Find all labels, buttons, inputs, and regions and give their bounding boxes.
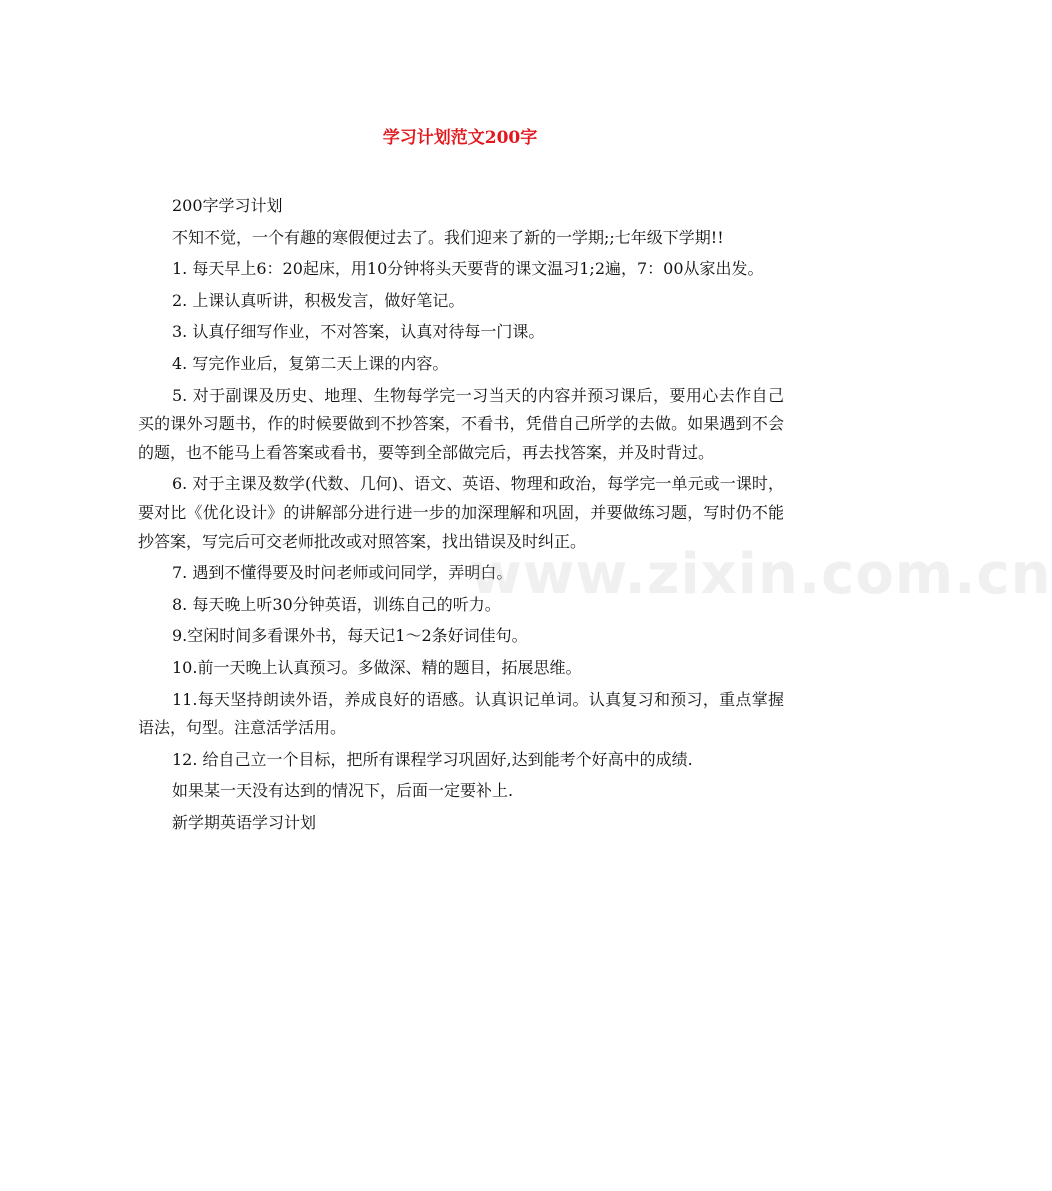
paragraph-item-6: 6. 对于主课及数学(代数、几何)、语文、英语、物理和政治，每学完一单元或一课时，要对比《优化设计》的讲解部分进行进一步的加深理解和巩固，并要做练习题，写时仍不能抄答案，写完后可交老师批改或对照答案，找出错误及时纠正。 bbox=[138, 474, 784, 551]
paragraph-item-8: 8. 每天晚上听30分钟英语，训练自己的听力。 bbox=[172, 594, 501, 614]
paragraph-next-heading: 新学期英语学习计划 bbox=[172, 812, 317, 832]
paragraph-item-1: 1. 每天早上6：20起床，用10分钟将头天要背的课文温习1;2遍，7：00从家出发。 bbox=[172, 259, 764, 279]
document-body bbox=[138, 192, 784, 840]
paragraph-item-5: 5. 对于副课及历史、地理、生物每学完一习当天的内容并预习课后，要用心去作自己买的课外习题书，作的时候要做到不抄答案，不看书，凭借自己所学的去做。如果遇到不会的题，也不能马上看答案或看书，要等到全部做完后，再去找答案，并及时背过。 bbox=[138, 385, 784, 462]
paragraph-item-9: 9.空闲时间多看课外书，每天记1～2条好词佳句。 bbox=[172, 626, 528, 646]
paragraph-item-11: 11.每天坚持朗读外语，养成良好的语感。认真识记单词。认真复习和预习，重点掌握语法，句型。注意活学活用。 bbox=[138, 689, 784, 738]
paragraph-item-12: 12. 给自己立一个目标，把所有课程学习巩固好,达到能考个好高中的成绩. bbox=[172, 749, 693, 769]
paragraph-subtitle: 200字学习计划 bbox=[172, 196, 283, 215]
watermark: www.zixin.com.cn bbox=[470, 542, 1052, 607]
document-title: 学习计划范文200字 bbox=[382, 128, 538, 148]
paragraph-item-10: 10.前一天晚上认真预习。多做深、精的题目，拓展思维。 bbox=[172, 657, 582, 677]
paragraph-item-4: 4. 写完作业后，复第二天上课的内容。 bbox=[172, 353, 449, 373]
paragraph-item-7: 7. 遇到不懂得要及时问老师或问同学，弄明白。 bbox=[172, 563, 513, 583]
paragraph-note: 如果某一天没有达到的情况下，后面一定要补上. bbox=[172, 781, 514, 801]
paragraph-item-2: 2. 上课认真听讲，积极发言，做好笔记。 bbox=[172, 290, 465, 310]
paragraph-item-3: 3. 认真仔细写作业，不对答案，认真对待每一门课。 bbox=[172, 322, 545, 342]
paragraph-intro: 不知不觉，一个有趣的寒假便过去了。我们迎来了新的一学期;;七年级下学期!! bbox=[172, 227, 724, 247]
